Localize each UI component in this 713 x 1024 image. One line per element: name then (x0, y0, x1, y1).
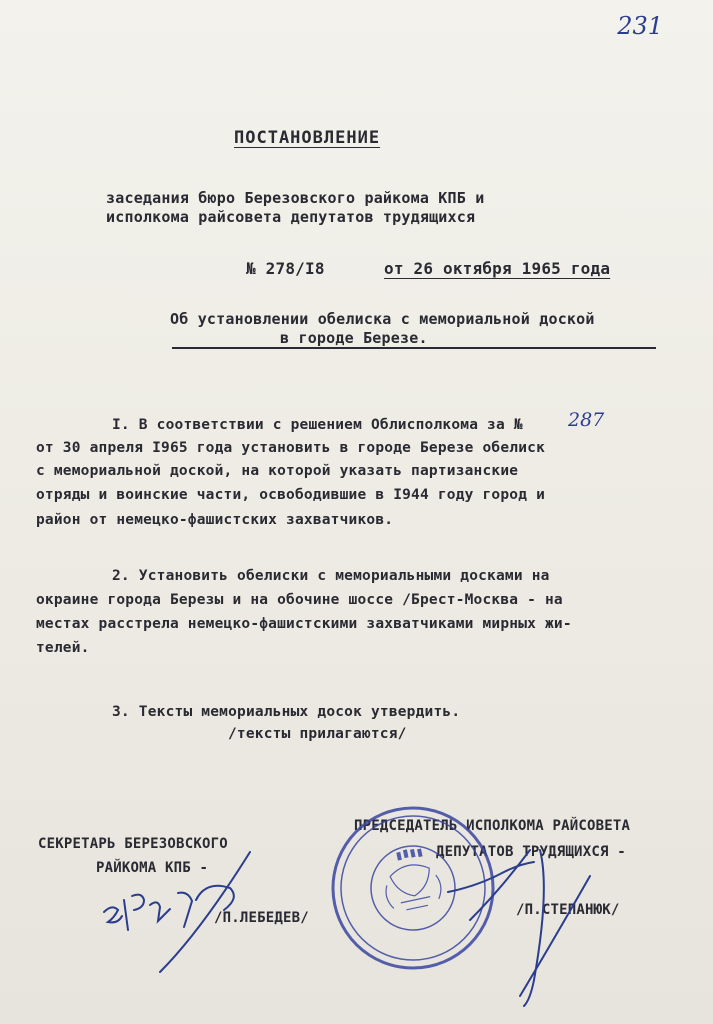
right-handwritten-signature (448, 850, 590, 1006)
page-number: 231 (617, 12, 663, 40)
left-signatory-name: /П.ЛЕБЕДЕВ/ (214, 910, 309, 926)
paragraph1-line4: отряды и воинские части, освободившие в I944 году город и (36, 487, 545, 503)
paragraph2-line3: местах расстрела немецко-фашистскими захватчиками мирных жи- (36, 616, 572, 632)
right-signatory-title-line2: ДЕПУТАТОВ ТРУДЯЩИХСЯ - (436, 844, 626, 860)
document-title: ПОСТАНОВЛЕНИЕ (234, 128, 381, 148)
document-number: № 278/I8 (246, 259, 325, 278)
paragraph3-line1: 3. Тексты мемориальных досок утвердить. (112, 704, 461, 720)
paragraph1-line3: с мемориальной доской, на которой указать партизанские (36, 463, 519, 479)
paragraph3-line2: /тексты прилагаются/ (228, 726, 407, 742)
document-subtitle-line1: заседания бюро Березовского райкома КПБ и (106, 189, 485, 207)
paragraph1-line2: от 30 апреля I965 года установить в городе Березе обелиск (36, 440, 545, 456)
document-date: от 26 октября 1965 года (384, 259, 611, 278)
paragraph1-line5: район от немецко-фашистских захватчиков. (36, 512, 394, 528)
subject-line1: Об установлении обелиска с мемориальной доской (170, 310, 595, 328)
subject-line2: в городе Березе. (280, 329, 428, 347)
left-signatory-title-line1: СЕКРЕТАРЬ БЕРЕЗОВСКОГО (38, 836, 228, 852)
paragraph2-line2: окраине города Березы и на обочине шоссе /Брест-Москва - на (36, 592, 563, 608)
document-subtitle-line2: исполкома райсовета депутатов трудящихся (106, 208, 476, 226)
handwritten-decision-number: 287 (568, 409, 605, 431)
paragraph1-line1: I. В соответствии с решением Облисполкома за № (112, 417, 523, 433)
paragraph2-line4: телей. (36, 640, 90, 656)
left-handwritten-signature (104, 852, 250, 972)
right-signatory-name: /П.СТЕПАНЮК/ (516, 902, 620, 918)
paragraph2-line1: 2. Установить обелиски с мемориальными досками на (112, 568, 550, 584)
right-signatory-title-line1: ПРЕДСЕДАТЕЛЬ ИСПОЛКОМА РАЙСОВЕТА (354, 818, 631, 834)
left-signatory-title-line2: РАЙКОМА КПБ - (96, 860, 209, 876)
official-stamp (318, 793, 508, 983)
